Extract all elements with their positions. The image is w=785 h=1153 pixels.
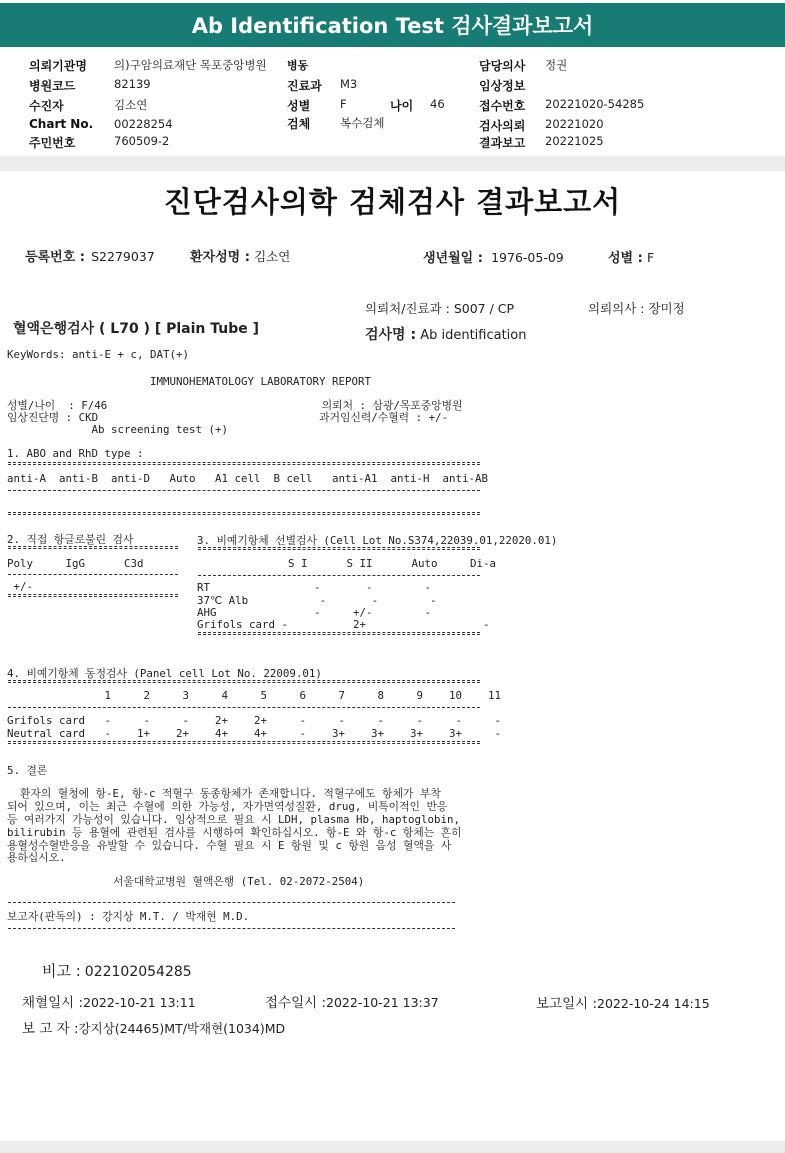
section-4-columns: 1 2 3 4 5 6 7 8 9 10 11 [7, 689, 502, 702]
divider [8, 462, 480, 465]
label-specimen: 검체 [287, 117, 311, 131]
lab-info-line-1: 성별/나이 : F/46 의뢰처 : 삼광/목포중앙병원 [7, 399, 463, 412]
label-department: 진료과 [287, 79, 322, 93]
label-age: 나이 [390, 99, 414, 113]
label-requesting-institution: 의뢰기관명 [29, 59, 87, 73]
footer-reporter [22, 1017, 285, 1037]
footer-reporter-label: 보 고 자 : [22, 1021, 79, 1037]
label-chart-no: Chart No. [29, 117, 94, 131]
label-accession-no: 접수번호 [479, 99, 526, 113]
reg-no: S2279037 [91, 249, 155, 264]
section-3-title: 3. 비예기항체 선별검사 (Cell Lot No.S374,22039.01,22020.01) [197, 534, 558, 547]
section-1-title: 1. ABO and RhD type : [7, 447, 144, 460]
value-department: M3 [340, 77, 358, 91]
remarks-label: 비고 : [42, 962, 81, 980]
receipt-label: 접수일시 : [265, 995, 327, 1011]
value-specimen: 복수검체 [340, 116, 385, 130]
section-4-row: Grifols card - - - 2+ 2+ - - - - - - [7, 714, 502, 727]
collection-label: 채혈일시 : [22, 995, 84, 1011]
section-3-row: 37℃ Alb - - - [197, 594, 437, 607]
section-2-values: +/- [7, 580, 34, 593]
label-test-requested: 검사의뢰 [479, 119, 526, 133]
lab-hospital: 서울대학교병원 혈액은행 (Tel. 02-2072-2504) [113, 875, 365, 888]
conclusion-line: 용하십시오. [7, 851, 66, 864]
collection-value: 2022-10-21 13:11 [83, 995, 196, 1010]
value-result-report: 20221025 [545, 134, 604, 148]
section-4-row: Neutral card - 1+ 2+ 4+ 4+ - 3+ 3+ 3+ 3+ - [7, 727, 502, 740]
receipt-value: 2022-10-21 13:37 [326, 995, 439, 1010]
conclusion-line: 용혈성수혈반응을 유발할 수 있습니다. 수혈 필요 시 E 항원 및 c 항원 음성 혈액을 사 [7, 839, 452, 852]
bottom-band [0, 1141, 785, 1153]
name-value: 김소연 [254, 249, 291, 264]
divider [198, 575, 480, 576]
date-of-birth [423, 247, 564, 266]
dob-label: 생년월일 : [423, 251, 483, 266]
label-resident-no: 주민번호 [29, 136, 76, 150]
value-chart-no: 00228254 [114, 117, 173, 131]
label-clinical-info: 임상정보 [479, 79, 526, 93]
report-time-label: 보고일시 : [536, 996, 598, 1012]
lab-info-line-2: 임상진단명 : CKD 과거임신력/수혈력 : +/- [7, 411, 449, 424]
divider [8, 928, 455, 929]
label-patient: 수진자 [29, 99, 64, 113]
conclusion-line: 환자의 혈청에 항-E, 항-c 적혈구 동종항체가 존재합니다. 적혈구에도 항체가 부착 [7, 787, 441, 800]
section-3-row: Grifols card - 2+ - [197, 618, 490, 631]
conclusion-line: bilirubin 등 용혈에 관련된 검사를 시행하여 확인하십시오. 항-E 와 항-c 항체는 흔히 [7, 826, 462, 839]
report-header: Ab Identification Test 검사결과보고서 [0, 3, 785, 47]
lab-heading: IMMUNOHEMATOLOGY LABORATORY REPORT [150, 375, 372, 388]
section-4-title: 4. 비예기항체 동정검사 (Panel cell Lot No. 22009.01) [7, 667, 322, 680]
conclusion-line: 되어 있으며, 이는 최근 수혈에 의한 가능성, 자가면역성질환, drug, 비특이적인 반응 [7, 800, 448, 813]
divider [8, 490, 480, 491]
test-name-label: 검사명 : [365, 327, 417, 343]
value-accession-no: 20221020-54285 [545, 97, 645, 111]
label-attending-doctor: 담당의사 [479, 59, 526, 73]
section-3-columns: S I S II Auto Di-a [197, 557, 497, 570]
referring-dept: 의뢰처/진료과 : S007 / CP [365, 301, 515, 316]
divider [8, 707, 480, 708]
divider [8, 546, 178, 549]
referring-doctor: 의뢰의사 : 장미정 [588, 301, 685, 316]
section-3-row: RT - - - [197, 581, 432, 594]
label-sex: 성별 [287, 99, 311, 113]
name-label: 환자성명 : [190, 250, 250, 265]
divider [8, 512, 480, 515]
divider [198, 632, 480, 635]
value-hospital-code: 82139 [114, 77, 151, 91]
section-5-title: 5. 결론 [7, 764, 48, 777]
value-resident-no: 760509-2 [114, 134, 170, 148]
collection-time [22, 991, 196, 1011]
divider [8, 594, 178, 597]
remarks [42, 960, 192, 981]
footer-reporter-value: 강지상(24465)MT/박재현(1034)MD [78, 1021, 286, 1036]
section-3-row: AHG - +/- - [197, 606, 432, 619]
divider [8, 574, 178, 575]
value-attending-doctor: 정권 [545, 58, 568, 72]
divider [8, 741, 480, 744]
patient-name [190, 246, 290, 265]
sex-value: F [646, 250, 655, 265]
label-ward: 병동 [287, 59, 309, 72]
section-1-columns: anti-A anti-B anti-D Auto A1 cell B cell anti-A1 anti-H anti-AB [7, 472, 489, 485]
label-result-report: 결과보고 [479, 136, 526, 150]
conclusion-line: 등 여러가지 가능성이 있습니다. 임상적으로 필요 시 LDH, plasma Hb, haptoglobin, [7, 813, 461, 826]
value-requesting-institution: 의)구암의료재단 목포중앙병원 [114, 58, 267, 72]
sex [608, 247, 654, 266]
divider [8, 680, 480, 683]
separator-band [0, 156, 785, 171]
lab-reporter: 보고자(판독의) : 강지상 M.T. / 박재현 M.D. [7, 910, 250, 923]
test-name-value: Ab identification [420, 328, 527, 343]
test-title: 혈액은행검사 ( L70 ) [ Plain Tube ] [13, 321, 260, 337]
report-time [536, 992, 710, 1012]
label-hospital-code: 병원코드 [29, 79, 76, 93]
lab-info-line-3: Ab screening test (+) [7, 423, 229, 436]
value-sex: F [340, 97, 347, 111]
keywords: KeyWords: anti-E + c, DAT(+) [7, 348, 190, 361]
value-patient: 김소연 [114, 98, 148, 112]
divider [198, 547, 480, 550]
document-title: 진단검사의학 검체검사 결과보고서 [163, 185, 622, 219]
dob-value: 1976-05-09 [491, 250, 564, 265]
test-name [365, 324, 526, 344]
reg-label: 등록번호 : [25, 250, 85, 265]
divider [8, 902, 455, 903]
receipt-time [265, 991, 439, 1011]
sex-label: 성별 : [608, 251, 643, 266]
report-time-value: 2022-10-24 14:15 [597, 996, 710, 1011]
registration [25, 246, 155, 265]
remarks-value: 022102054285 [84, 964, 192, 980]
value-test-requested: 20221020 [545, 117, 604, 131]
section-2-columns: Poly IgG C3d [7, 557, 144, 570]
section-2-title: 2. 직접 항글로불린 검사 [7, 533, 134, 546]
value-age: 46 [430, 97, 445, 111]
